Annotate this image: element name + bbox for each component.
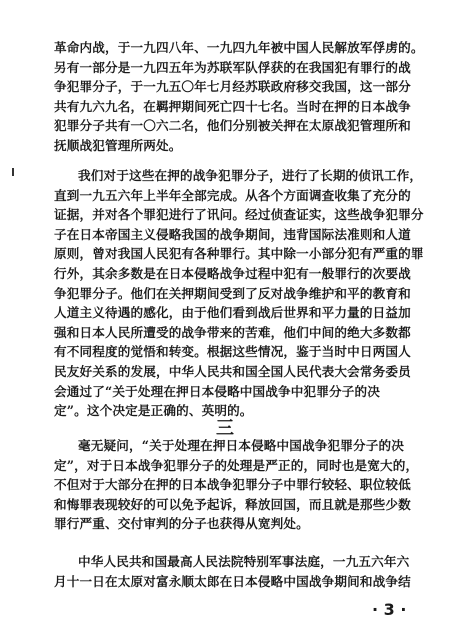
text-line: 强和日本人民所遭受的战争带来的苦难，他们中间的绝大多数都 bbox=[54, 324, 411, 340]
text-line: 证据，并对各个罪犯进行了讯问。经过侦查证实，这些战争犯罪分 bbox=[54, 207, 424, 223]
text-line: 罪行严重、交付审判的分子也获得从宽判处。 bbox=[54, 516, 309, 532]
paragraph-4 bbox=[54, 552, 434, 591]
text-line: 不但对于大部分在押的日本战争犯罪分子中罪行较轻、职位较低 bbox=[54, 477, 411, 493]
paragraph-3 bbox=[54, 436, 434, 534]
text-line: 和悔罪表现较好的可以免予起诉，释放回国，而且就是那些少数 bbox=[54, 496, 411, 512]
text-line: 革命内战，于一九四八年、一九四九年被中国人民解放军俘虏的。 bbox=[54, 40, 424, 55]
text-line: 毫无疑问，“关于处理在押日本侵略中国战争犯罪分子的决 bbox=[78, 438, 404, 453]
margin-mark bbox=[12, 168, 14, 176]
text-line: 人道主义待遇的感化，由于他们看到战后世界和平力量的日益加 bbox=[54, 305, 411, 321]
text-line: 共有九六九名，在羁押期间死亡四十七名。当时在押的日本战争 bbox=[54, 98, 411, 114]
text-line: 争犯罪分子。他们在关押期间受到了反对战争维护和平的教育和 bbox=[54, 285, 411, 301]
text-line: 会通过了“关于处理在押日本侵略中国战争中犯罪分子的决 bbox=[54, 383, 380, 399]
page-number: · 3 · bbox=[372, 600, 407, 619]
text-line: 子在日本帝国主义侵略我国的战争期间，违背国际法准则和人道 bbox=[54, 226, 411, 242]
text-line: 直到一九五六年上半年全部完成。从各个方面调查收集了充分的 bbox=[54, 187, 411, 203]
text-line: 定”。这个决定是正确的、英明的。 bbox=[54, 403, 253, 419]
text-line: 定”，对于日本战争犯罪分子的处理是严正的，同时也是宽大的， bbox=[54, 457, 419, 473]
text-line: 民友好关系的发展，中华人民共和国全国人民代表大会常务委员 bbox=[54, 363, 411, 379]
text-line: 行外，其余多数是在日本侵略战争过程中犯有一般罪行的次要战 bbox=[54, 265, 411, 281]
section-heading: 三 bbox=[216, 418, 234, 439]
text-line: 我们对于这些在押的战争犯罪分子，进行了长期的侦讯工作， bbox=[78, 168, 423, 183]
text-line: 抚顺战犯管理所两处。 bbox=[54, 137, 182, 153]
text-line: 原则，曾对我国人民犯有各种罪行。其中除一小部分犯有严重的罪 bbox=[54, 246, 424, 262]
paragraph-2 bbox=[54, 166, 434, 421]
paragraph-1 bbox=[54, 38, 434, 156]
text-line: 犯罪分子共有一〇六二名，他们分别被关押在太原战犯管理所和 bbox=[54, 118, 411, 134]
text-line: 有不同程度的觉悟和转变。根据这些情况，鉴于当时中日两国人 bbox=[54, 344, 411, 360]
text-line: 月十一日在太原对富永顺太郎在日本侵略中国战争期间和战争结 bbox=[54, 573, 411, 589]
text-line: 争犯罪分子，于一九五〇年七月经苏联政府移交我国，这一部分 bbox=[54, 79, 411, 95]
text-line: 中华人民共和国最高人民法院特别军事法庭，一九五六年六 bbox=[78, 554, 410, 569]
text-line: 另有一部分是一九四五年为苏联军队俘获的在我国犯有罪行的战 bbox=[54, 59, 411, 75]
